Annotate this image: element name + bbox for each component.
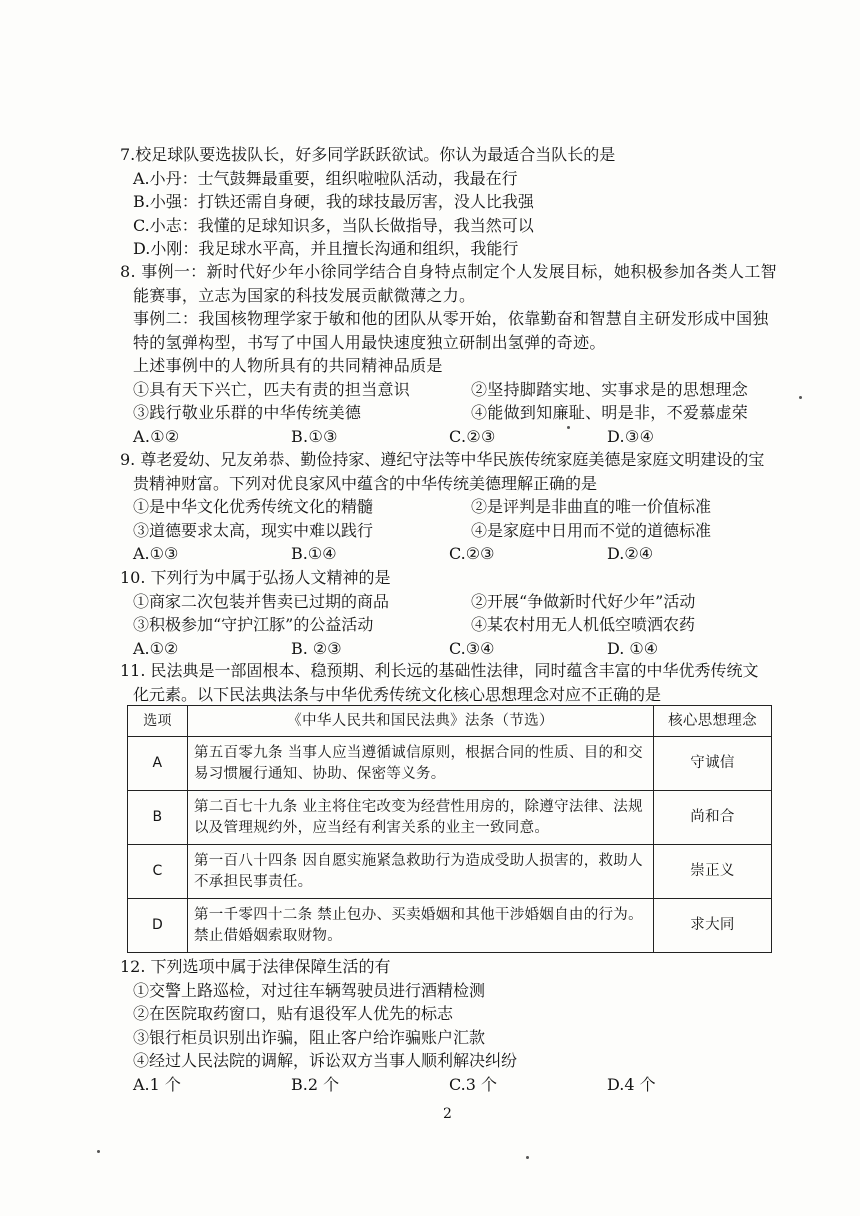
question-9-statements-row-2: [120, 519, 780, 543]
table-header-article: 《中华人民共和国民法典》法条（节选）: [188, 706, 654, 737]
question-12: [120, 955, 780, 1096]
question-9-stem-line-2: 贵精神财富。下列对优良家风中蕴含的中华传统美德理解正确的是: [133, 473, 598, 493]
page-number: 2: [443, 1106, 452, 1122]
question-10-statements-row-2: [120, 613, 780, 637]
question-10-choices: [120, 637, 780, 661]
question-10-statement-3: ③积极参加“守护江豚”的公益活动: [133, 615, 374, 634]
question-8-stem-line-1: 8. 事例一：新时代好少年小徐同学结合自身特点制定个人发展目标，她积极参加各类人工智: [120, 262, 777, 281]
table-cell-option: A: [128, 737, 188, 791]
question-9-choice-b: B.①④: [291, 544, 337, 563]
question-8-statements-row-1: [120, 378, 780, 402]
table-cell-article: 第一千零四十二条 禁止包办、买卖婚姻和其他干涉婚姻自由的行为。禁止借婚姻索取财物。: [188, 899, 654, 953]
question-8-statement-3: ③践行敬业乐群的中华传统美德: [133, 403, 362, 422]
question-7-option-b: B.小强：打铁还需自身硬，我的球技最厉害，没人比我强: [133, 192, 534, 211]
question-7: [120, 143, 780, 261]
question-12-statement-3: ③银行柜员识别出诈骗，阻止客户给诈骗账户汇款: [133, 1027, 486, 1047]
question-10-choice-c: C.③④: [449, 638, 495, 658]
question-9-choice-d: D.②④: [607, 544, 654, 563]
table-header-idea: 核心思想理念: [654, 706, 772, 737]
table-cell-option: B: [128, 791, 188, 845]
table-cell-option: D: [128, 899, 188, 953]
question-10-statement-2: ②开展“争做新时代好少年”活动: [471, 591, 696, 611]
question-9-choices: [120, 542, 780, 566]
question-9-stem-line-1: 9. 尊老爱幼、兄友弟恭、勤俭持家、遵纪守法等中华民族传统家庭美德是家庭文明建设的宝: [120, 450, 765, 469]
question-8: [120, 260, 780, 448]
question-7-option-d: D.小刚：我足球水平高，并且擅长沟通和组织，我能行: [133, 239, 519, 258]
table-header-row: [128, 706, 772, 737]
question-12-choice-c: C.3 个: [449, 1074, 498, 1094]
question-9: [120, 448, 780, 566]
table-cell-idea: 崇正义: [654, 845, 772, 899]
table-cell-idea: 求大同: [654, 899, 772, 953]
question-10-statement-4: ④某农村用无人机低空喷洒农药: [471, 615, 696, 634]
question-9-statement-1: ①是中华文化优秀传统文化的精髓: [133, 497, 374, 516]
question-11-stem-line-1: 11. 民法典是一部固根本、稳预期、利长远的基础性法律，同时蕴含丰富的中华优秀传统文: [120, 661, 759, 680]
question-8-statement-2: ②坚持脚踏实地、实事求是的思想理念: [471, 379, 749, 399]
question-8-stem-line-4: 特的氢弹构型，书写了中国人用最快速度独立研制出氢弹的奇迹。: [133, 332, 606, 352]
table-cell-option: C: [128, 845, 188, 899]
question-10-choice-a: A.①②: [133, 638, 179, 658]
question-10-statement-1: ①商家二次包装并售卖已过期的商品: [133, 591, 390, 611]
question-12-stem: 12. 下列选项中属于法律保障生活的有: [120, 957, 391, 976]
question-8-stem-line-2: 能赛事，立志为国家的科技发展贡献微薄之力。: [133, 285, 476, 305]
question-7-option-c: C.小志：我懂的足球知识多，当队长做指导，我当然可以: [133, 215, 534, 235]
question-9-choice-c: C.②③: [449, 544, 495, 563]
question-8-choice-b: B.①③: [291, 426, 338, 446]
question-9-statement-4: ④是家庭中日用而不觉的道德标准: [471, 520, 712, 540]
question-9-choice-a: A.①③: [133, 544, 179, 563]
question-12-statement-4: ④经过人民法院的调解，诉讼双方当事人顺利解决纠纷: [133, 1051, 518, 1070]
question-10: [120, 566, 780, 660]
question-8-stem-line-3: 事例二：我国核物理学家于敏和他的团队从零开始，依靠勤奋和智慧自主研发形成中国独: [133, 309, 769, 328]
scan-speck: [526, 1156, 529, 1159]
question-8-stem-line-5: 上述事例中的人物所具有的共同精神品质是: [133, 356, 443, 375]
question-8-choice-c: C.②③: [449, 426, 496, 446]
question-12-choice-b: B.2 个: [291, 1074, 340, 1094]
table-cell-idea: 守诚信: [654, 737, 772, 791]
question-10-choice-d: D. ①④: [607, 638, 659, 658]
table-row: [128, 791, 772, 845]
question-12-statement-1: ①交警上路巡检，对过往车辆驾驶员进行酒精检测: [133, 980, 486, 1000]
table-row: [128, 737, 772, 791]
question-9-statement-3: ③道德要求太高，现实中难以践行: [133, 520, 374, 540]
scan-speck: [799, 396, 802, 399]
question-10-stem: 10. 下列行为中属于弘扬人文精神的是: [120, 568, 391, 587]
question-9-statements-row-1: [120, 495, 780, 519]
question-8-choice-d: D.③④: [607, 426, 655, 446]
scan-speck: [97, 1150, 100, 1153]
table-row: [128, 845, 772, 899]
question-12-choice-a: A.1 个: [133, 1074, 181, 1094]
question-12-statement-2: ②在医院取药窗口，贴有退役军人优先的标志: [133, 1004, 454, 1023]
question-10-choice-b: B. ②③: [291, 638, 342, 658]
question-9-statement-2: ②是评判是非曲直的唯一价值标准: [471, 497, 712, 516]
civil-code-table: [127, 705, 772, 953]
question-8-choices: [120, 425, 780, 449]
table-cell-article: 第二百七十九条 业主将住宅改变为经营性用房的，除遵守法律、法规以及管理规约外，应当经有利害关系的业主一致同意。: [188, 791, 654, 845]
question-11: [120, 659, 780, 706]
question-8-statements-row-2: [120, 401, 780, 425]
table-cell-article: 第五百零九条 当事人应当遵循诚信原则，根据合同的性质、目的和交易习惯履行通知、协助、保密等义务。: [188, 737, 654, 791]
question-7-option-a: A.小丹：士气鼓舞最重要，组织啦啦队活动，我最在行: [133, 168, 518, 188]
scan-speck: [567, 426, 570, 429]
table-cell-idea: 尚和合: [654, 791, 772, 845]
table-cell-article: 第一百八十四条 因自愿实施紧急救助行为造成受助人损害的，救助人不承担民事责任。: [188, 845, 654, 899]
question-8-statement-1: ①具有天下兴亡，匹夫有责的担当意识: [133, 379, 411, 399]
question-11-stem-line-2: 化元素。以下民法典法条与中华优秀传统文化核心思想理念对应不正确的是: [133, 684, 662, 704]
question-7-stem: 7.校足球队要选拔队长，好多同学跃跃欲试。你认为最适合当队长的是: [120, 145, 616, 164]
question-12-choice-d: D.4 个: [607, 1074, 656, 1094]
question-8-statement-4: ④能做到知廉耻、明是非，不爱慕虚荣: [471, 403, 749, 422]
question-10-statements-row-1: [120, 590, 780, 614]
table-header-option: 选项: [128, 706, 188, 737]
question-12-choices: [120, 1073, 780, 1097]
question-8-choice-a: A.①②: [133, 426, 180, 446]
table-row: [128, 899, 772, 953]
